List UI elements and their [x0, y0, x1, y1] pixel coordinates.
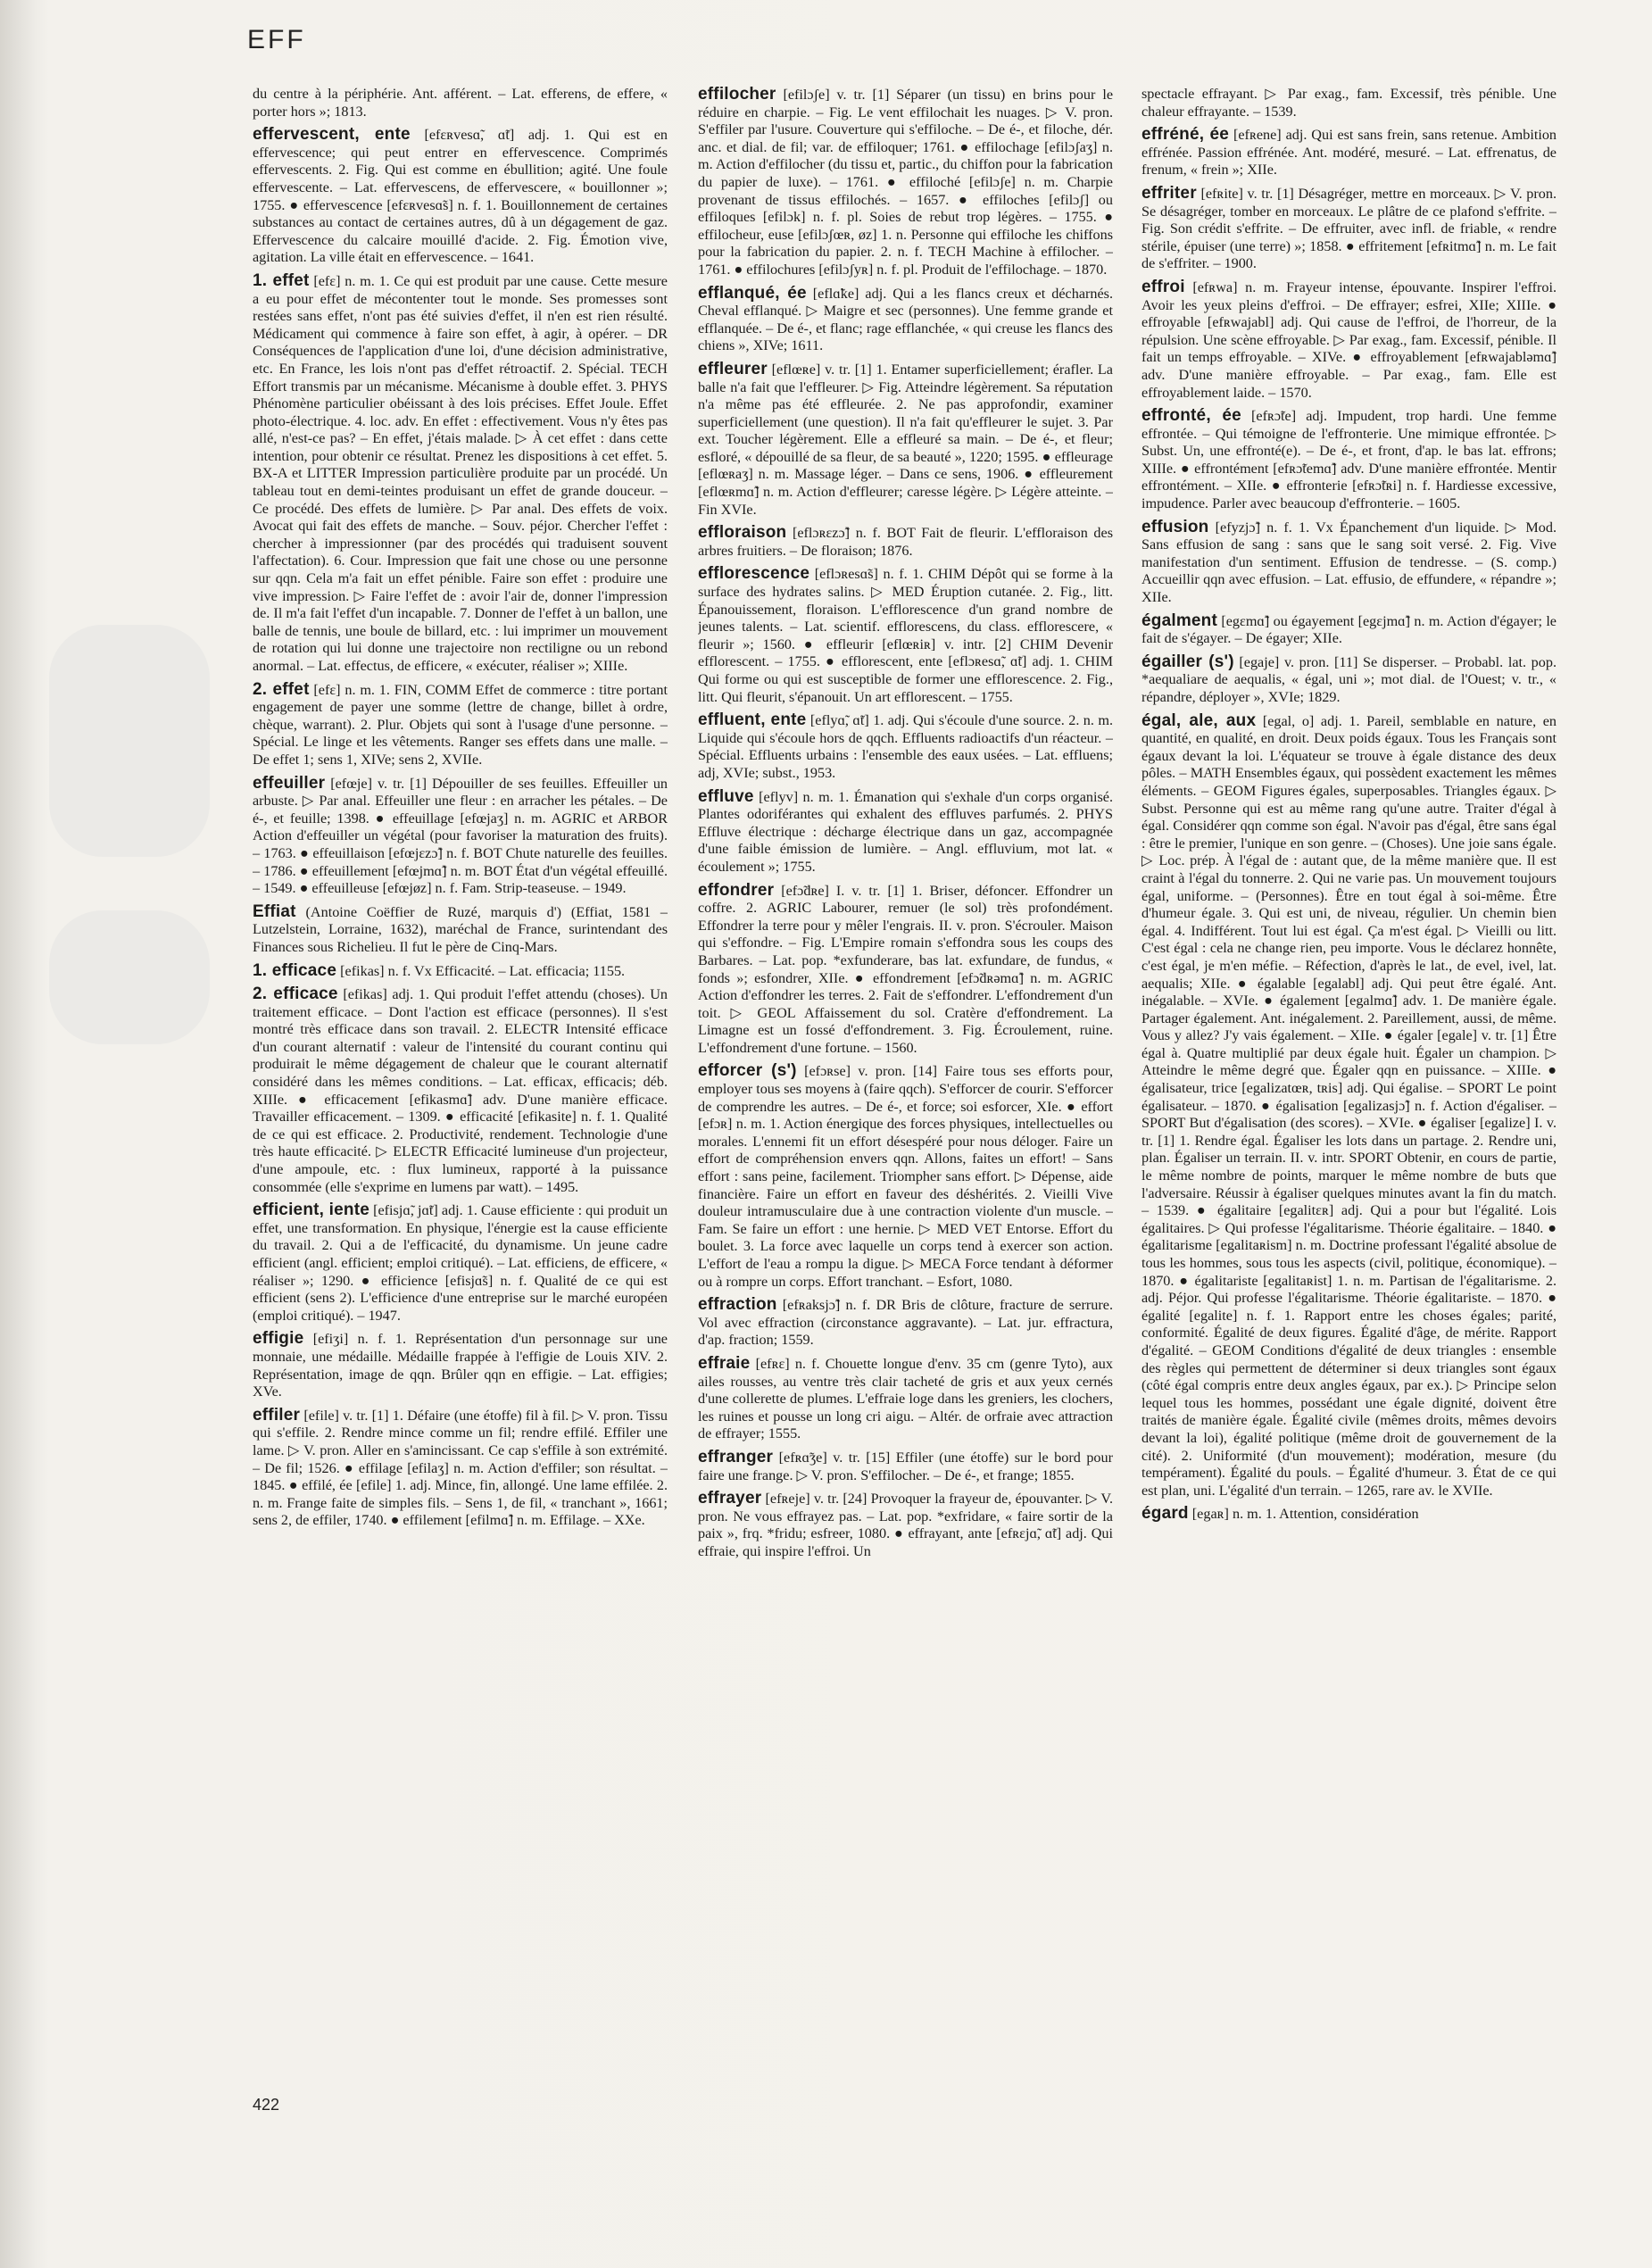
entry-headword: 1. efficace: [253, 960, 337, 980]
entry-definition: du centre à la périphérie. Ant. afférent. – Lat. efferens, de effere, « porter hors »; 1813.: [253, 86, 668, 120]
page-number: 422: [253, 2096, 280, 2114]
dictionary-entry: [253, 1201, 668, 1325]
entry-definition: [egal, o] adj. 1. Pareil, semblable en nature, en quantité, en qualité, en droit. Deux poids égaux. Tous les Français sont égaux devant la loi. L'équateur se trouve à égale distance des deux pôles. – MATH Ensembles égaux, qui possèdent exactement les mêmes éléments. – GEOM Figures égales, superposables. Triangles égaux. ▷ Subst. Personne qui est au même rang qu'une autre. Traiter d'égal à égal. Considérer qqn comme son égal. N'avoir pas d'égal, être sans égal : être le premier, l'unique en son genre. – (Choses). Une joie sans égale. ▷ Loc. prép. À l'égal de : autant que, de la même manière que. Il est craint à l'égal du tonnerre. 2. Qui ne varie pas. Un mouvement toujours égal, uniforme. – (Personnes). Être en tout égal à soi-même. Être d'humeur égale. 3. Qui est uni, de niveau, régulier. Un chemin bien égal. 4. Indifférent. Tout lui est égal. Ça m'est égal. ▷ Vieilli ou litt. C'est égal : cela ne change rien, peu importe. Vous le déclarez honnête, c'est égal, je m'en méfie. – Réfection, d'après le lat., de evel, ivel, lat. aequalis; XIIe. ● égalable [egalabl] adj. Qui peut être égalé. Ant. inégalable. – XVIe. ● également [egalmɑ̃] adv. 1. De manière égale. Partager également. Ant. inégalement. 2. Pareillement, aussi, de même. Vous y allez? J'y vais également. – XIIe. ● égaler [egale] v. tr. [1] Être égal à. Quatre multiplié par deux égale huit. Égaler un champion. ▷ Atteindre le même degré que. Égaler qqn en puissance. – XIIIe. ● égalisateur, trice [egalizatœʀ, tʀis] adj. Qui égalise. – SPORT Le point égalisateur. – 1870. ● égalisation [egalizasjɔ̃] n. f. Action d'égaliser. – SPORT But d'égalisation (des scores). – XVIe. ● égaliser [egalize] I. v. tr. [1] 1. Rendre égal. Égaliser les lots dans un partage. 2. Rendre uni, plan. Égaliser un terrain. II. v. intr. SPORT Obtenir, en cours de partie, le même nombre de points, marquer le même nombre de buts que l'adversaire. Réussir à égaliser quelques minutes avant la fin du match. – 1539. ● égalitaire [egalitɛʀ] adj. Qui a pour but l'égalité. Lois égalitaires. ▷ Qui professe l'égalitarisme. Théorie égalitaire. – 1840. ● égalitarisme [egalitaʀism] n. m. Doctrine professant l'égalité absolue de tous les hommes, sous tous les aspects (civil, politique, économique). – 1870. ● égalitariste [egalitaʀist] 1. n. m. Partisan de l'égalitarisme. 2. adj. Péjor. Qui professe l'égalitarisme. Théorie égalitariste. – 1870. ● égalité [egalite] n. f. 1. Rapport entre les choses égales; parité, conformité. Égalité de deux figures. Égalité d'âge, de mérite. Rapport d'égalité. – GEOM Conditions d'égalité de deux triangles : ensemble des règles qui permettent de déterminer si deux triangles sont égaux (côté égal compris entre deux angles égaux, par ex.). ▷ Principe selon lequel tous les hommes, possédant une égale dignité, doivent être traités de manière égale. Égalité civile (mêmes droits, mêmes devoirs devant la loi), égalité politique (même droit de gouvernement de la cité). 2. Uniformité (d'un mouvement); modération, mesure (du tempérament). Égalité du pouls. – Égalité d'humeur. 3. État de ce qui est plan, uni. L'égalité d'un terrain. – 1265, rare av. le XVIIe.: [1141, 712, 1557, 1499]
entry-definition: [efikas] n. f. Vx Efficacité. – Lat. efficacia; 1155.: [340, 962, 626, 979]
entry-definition: [efʀɔ̃te] adj. Impudent, trop hardi. Une femme effrontée. – Qui témoigne de l'effronterie. Une mimique effrontée. ▷ Subst. Un, une effronté(e). – De é-, et front, d'ap. le bas lat. effrons; XIIIe. ● effrontément [efʀɔ̃temɑ̃] adv. D'une manière effrontée. Mentir effrontément. – XIIe. ● effronterie [efʀɔ̃tʀi] n. f. Hardiesse excessive, impudence. Parler avec beaucoup d'effronterie. – 1605.: [1141, 408, 1557, 512]
column-right: [1141, 86, 1557, 2081]
entry-definition: [eflɔʀesɑ̃s] n. f. 1. CHIM Dépôt qui se forme à la surface des hydrates salins. ▷ MED Éruption cutanée. 2. Fig., litt. Épanouissement, floraison. L'efflorescence d'un grand nombre de jeunes talents. – Lat. scientif. efflorescens, du class. efflorescere, « fleurir »; 1560. ● effleurir [eflœʀiʀ] v. intr. [2] CHIM Devenir efflorescent. – 1755. ● efflorescent, ente [eflɔʀesɑ̃, ɑ̃t] adj. 1. CHIM Qui forme ou qui est susceptible de former une efflorescence. 2. Fig., litt. Qui fleurit, s'épanouit. Un art efflorescent. – 1755.: [698, 566, 1113, 705]
entry-headword: efflanqué, ée: [698, 283, 807, 303]
entry-headword: efforcer (s'): [698, 1061, 797, 1081]
entry-definition: [efɔ̃dʀe] I. v. tr. [1] 1. Briser, défoncer. Effondrer un coffre. 2. AGRIC Labourer, remuer (le sol) très profondément. Effondrer la terre pour y mêler l'engrais. II. v. pron. S'écrouler. Maison qui s'effondre. – Fig. L'Empire romain s'effondra sous les coups des Barbares. – Lat. pop. *exfunderare, bas lat. exfundare, de fundus, « fonds »; esfondrer, XIIe. ● effondrement [efɔ̃dʀəmɑ̃] n. m. AGRIC Action d'effondrer les terres. 2. Fait de s'effondrer. L'effondrement d'un toit. ▷ GEOL Affaissement du sol. Cratère d'effondrement. La Limagne est un fossé d'effondrement. 3. Fig. Écroulement, ruine. L'effondrement d'une fortune. – 1560.: [698, 882, 1113, 1056]
entry-headword: effigie: [253, 1329, 304, 1349]
entry-definition: [eflyɑ̃, ɑ̃t] 1. adj. Qui s'écoule d'une source. 2. n. m. Liquide qui s'écoule hors de qqch. Effluents radioactifs d'un réacteur. – Spécial. Effluents urbains : l'ensemble des eaux usées. – Lat. effluens; adj, XVIe; subst., 1953.: [698, 712, 1113, 781]
entry-definition: [egɛmɑ̃] ou égayement [egɛjmɑ̃] n. m. Action d'égayer; le fait de s'égayer. – De égayer; XIIe.: [1141, 612, 1557, 647]
entry-headword: égalment: [1141, 611, 1218, 630]
entry-headword: égailler (s'): [1141, 652, 1234, 671]
entry-headword: effroi: [1141, 277, 1185, 296]
dictionary-entry: [1141, 126, 1557, 179]
entry-definition: [efɔʀse] v. pron. [14] Faire tous ses efforts pour, employer tous ses moyens à (faire qqch). S'efforcer de courir. S'efforcer de comprendre les autres. – De é-, et force; soi esforcer, XIe. ● effort [efɔʀ] n. m. 1. Action énergique des forces physiques, intellectuelles ou morales. L'ennemi fit un effort désespéré pour nous déloger. Faire un effort de compréhension envers qqn. Allons, faites un effort! – Sans effort : sans peine, facilement. Triompher sans effort. ▷ Dépense, aide financière. Faire un effort en faveur des déshérités. 2. Vieilli Vive douleur intramusculaire due à une contraction violente d'un muscle. – Fam. Se faire un effort : une hernie. ▷ MED VET Entorse. Effort du boulet. 3. La force avec laquelle un corps tend à exercer son action. L'effort de l'eau a rompu la digue. ▷ MECA Force tendant à déformer ou à rompre un corps. Effort tranchant. – Esfort, 1080.: [698, 1063, 1113, 1290]
dictionary-entry: [1141, 278, 1557, 402]
entry-definition: [egaʀ] n. m. 1. Attention, considération: [1191, 1506, 1419, 1523]
entry-headword: effronté, ée: [1141, 406, 1241, 426]
entry-definition: [efʀwa] n. m. Frayeur intense, épouvante. Inspirer l'effroi. Avoir les yeux pleins d'effroi. – De effrayer; esfrei, XIIe; XIIIe. ● effroyable [efʀwajabl] adj. Qui cause de l'effroi, de l'horreur, de la répulsion. Une scène effroyable. ▷ Par exag., fam. Excessif, pénible. Il fait un temps effroyable. – XIVe. ● effroyablement [efʀwajabləmɑ̃] adv. D'une manière effroyable. – Par exag., fam. Elle est effroyablement laide. – 1570.: [1141, 278, 1557, 401]
entry-headword: effusion: [1141, 517, 1209, 536]
entry-headword: efficient, iente: [253, 1200, 369, 1220]
entry-headword: effloraison: [698, 523, 787, 543]
entry-definition: spectacle effrayant. ▷ Par exag., fam. Excessif, très pénible. Une chaleur effrayante. – 1539.: [1141, 86, 1557, 120]
entry-definition: [efiʒi] n. f. 1. Représentation d'un personnage sur une monnaie, une médaille. Médaille frappée à l'effigie de Louis XIV. 2. Représentation, image de qqn. Brûler qqn en effigie. – Lat. effigies; XVe.: [253, 1331, 668, 1400]
entry-headword: effluent, ente: [698, 710, 807, 730]
show-through-mark: [49, 910, 210, 1044]
dictionary-entry: [698, 361, 1113, 519]
entry-definition: (Antoine Coëffier de Ruzé, marquis d') (Effiat, 1581 – Lutzelstein, Lorraine, 1632), maréchal de France, surintendant des Finances sous Richelieu. Il fut le père de Cinq-Mars.: [253, 903, 668, 955]
dictionary-entry: [253, 903, 668, 957]
page-edge-shadow: [0, 0, 49, 2268]
dictionary-entry: [1141, 1505, 1557, 1524]
dictionary-entry: [1141, 86, 1557, 120]
entry-definition: [efɛ] n. m. 1. Ce qui est produit par une cause. Cette mesure a eu pour effet de mécontenter tout le monde. Ses promesses sont restées sans effet, n'ont pas été suivies d'effet, il n'en est rien résulté. Médicament qui commence à faire son effet, à agir, à opérer. – DR Conséquences de l'application d'une loi, d'une décision administrative, etc. En France, les lois n'ont pas d'effet rétroactif. 2. Spécial. TECH Effort transmis par un mécanisme. Mécanisme à double effet. 3. PHYS Phénomène particulier obéissant à des lois précises. Effet Joule. Effet photo-électrique. 4. loc. adv. En effet : effectivement. Vous n'y êtes pas allé, n'est-ce pas? – En effet, j'étais malade. ▷ À cet effet : dans cette intention, pour obtenir ce résultat. Prenez les dispositions à cet effet. 5. BX-A et LITTER Impression particulière produite par un procédé. Un tableau tout en demi-teintes produisant un effet de grande douceur. – Ce procédé. Des effets de lumière. ▷ Par anal. Des effets de voix. Avocat qui fait des effets de manche. – Souv. péjor. Chercher l'effet : chercher à impressionner (par des procédés qui traduisent souvent l'affectation). 6. Cour. Impression que fait une chose ou une personne sur qqn. Cela m'a fait un effet pénible. Faire son effet : produire une vive impression. ▷ Faire l'effet de : avoir l'air de, donner l'impression de. Il m'a fait l'effet d'un incapable. 7. Donner de l'effet à un ballon, une balle de tennis, une boule de billard, etc. : lui imprimer un mouvement de rotation qui lui donne une trajectoire non rectiligne ou un rebond anormal. – Lat. effectus, de efficere, « exécuter, réaliser »; XIIIe.: [253, 272, 668, 674]
entry-headword: effluve: [698, 786, 754, 806]
entry-definition: [efʀene] adj. Qui est sans frein, sans retenue. Ambition effrénée. Passion effrénée. Ant. modéré, mesuré. – Lat. effrenatus, de frenum, « frein »; XIIe.: [1141, 127, 1557, 179]
show-through-mark: [49, 625, 210, 857]
dictionary-entry: [698, 1296, 1113, 1350]
entry-definition: [efʀeje] v. tr. [24] Provoquer la frayeur de, épouvanter. ▷ V. pron. Ne vous effrayez pas. – Lat. pop. *exfridare, « faire sortir de la paix », frq. *fridu; esfreer, 1080. ● effrayant, ante [efʀɛjɑ̃, ɑ̃t] adj. Qui effraie, qui inspire l'effroi. Un: [698, 1491, 1113, 1559]
dictionary-entry: [698, 1449, 1113, 1484]
dictionary-entry: [253, 775, 668, 898]
dictionary-entry: [253, 962, 668, 981]
dictionary-entry: [698, 1355, 1113, 1443]
entry-definition: [eflœʀe] v. tr. [1] 1. Entamer superficiellement; érafler. La balle n'a fait que l'effleurer. ▷ Fig. Atteindre légèrement. Sa réputation n'a même pas été effleurée. 2. Ne pas approfondir, examiner superficiellement (une question). Il n'a fait qu'effleurer le sujet. 3. Par ext. Toucher légèrement. Elle a effleuré sa main. – De é-, et fleur; esfloré, « dépouillé de sa fleur, de sa beauté », 1220; 1595. ● effleurage [eflœʀaʒ] n. m. Massage léger. – Dans ce sens, 1906. ● effleurement [eflœʀmɑ̃] n. m. Action d'effleurer; caresse légère. ▷ Légère atteinte. – Fin XVIe.: [698, 361, 1113, 518]
entry-headword: effervescent, ente: [253, 125, 411, 145]
entry-definition: [efʀite] v. tr. [1] Désagréger, mettre en morceaux. ▷ V. pron. Se désagréger, tomber en morceaux. Le plâtre de ce plafond s'effrite. – Fig. Son crédit s'effrite. – De effruiter, avec infl. de friable, « rendre stérile, épuiser (une terre) »; 1858. ● effritement [efʀitmɑ̃] n. m. Le fait de s'effriter. – 1900.: [1141, 185, 1557, 272]
dictionary-entry: [1141, 653, 1557, 707]
dictionary-entry: [253, 86, 668, 120]
dictionary-entry: [698, 1062, 1113, 1291]
dictionary-entry: [253, 272, 668, 676]
entry-headword: égard: [1141, 1504, 1189, 1524]
dictionary-entry: [1141, 519, 1557, 607]
dictionary-entry: [698, 86, 1113, 279]
entry-headword: effeuiller: [253, 773, 326, 793]
entry-headword: effrayer: [698, 1489, 762, 1508]
entry-definition: [eflɔʀɛzɔ̃] n. f. BOT Fait de fleurir. L'effloraison des arbres fruitiers. – De floraison; 1876.: [698, 525, 1113, 559]
dictionary-entry: [1141, 612, 1557, 648]
entry-definition: [egaje] v. pron. [11] Se disperser. – Probabl. lat. pop. *aequaliare de aequalis, « égal, uni »; mot dial. de l'Ouest; v. tr., « répandre, déployer », XVIe; 1829.: [1141, 653, 1557, 705]
entry-definition: [efʀɑ̃ʒe] v. tr. [15] Effiler (une étoffe) sur le bord pour faire une frange. ▷ V. pron. S'effilocher. – De é-, et frange; 1855.: [698, 1449, 1113, 1483]
dictionary-entry: [698, 882, 1113, 1058]
entry-headword: Effiat: [253, 901, 296, 921]
entry-headword: 1. effet: [253, 270, 310, 290]
entry-definition: [efɛʀvesɑ̃, ɑ̃t] adj. 1. Qui est en effervescence; qui peut entrer en effervescence. Comprimés effervescents. 2. Fig. Qui est comme en ébullition; agité. Une foule effervescente. – Lat. effervescens, de effervescere, « bouillonner »; 1755. ● effervescence [efɛʀvesɑ̃s] n. f. 1. Bouillonnement de certaines substances au contact de certaines autres, dû à un dégagement de gaz. Effervescence du calcaire mouillé d'acide. 2. Fig. Émotion vive, agitation. La ville était en effervescence. – 1641.: [253, 127, 668, 266]
dictionary-entry: [698, 524, 1113, 560]
entry-definition: [efisjɑ̃, jɑ̃t] adj. 1. Cause efficiente : qui produit un effet, une transformation. En physique, l'énergie est la cause efficiente du travail. 2. Qui a de l'efficacité, du dynamisme. Un jeune cadre efficient (angl. efficient; emploi critiqué). – Lat. efficiens, de efficere, « réaliser »; 1290. ● efficience [efisjɑ̃s] n. f. Qualité de ce qui est efficient (sens 2). L'efficience d'une entreprise sur le marché européen (emploi critiqué). – 1947.: [253, 1202, 668, 1324]
entry-headword: effranger: [698, 1447, 774, 1466]
entry-definition: [eflɑ̃ke] adj. Qui a les flancs creux et décharnés. Cheval efflanqué. ▷ Maigre et sec (personnes). Une femme grande et efflanquée. – De é-, et flanc; rage efflanchée, « qui creuse les flancs des chiens », XIVe; 1611.: [698, 285, 1113, 354]
entry-headword: effraction: [698, 1295, 777, 1315]
entry-headword: égal, ale, aux: [1141, 710, 1257, 730]
entry-headword: effraie: [698, 1353, 751, 1373]
entry-definition: [efɛ] n. m. 1. FIN, COMM Effet de commerce : titre portant engagement de payer une somme (lettre de change, billet à ordre, chèque, warrant). 2. Plur. Objets qui sont à l'usage d'une personne. – Spécial. Le linge et les vêtements. Ranger ses effets dans une malle. – De effet 1; sens 1, XIVe; sens 2, XVIIe.: [253, 681, 668, 768]
dictionary-entry: [698, 788, 1113, 876]
column-middle: [698, 86, 1113, 2081]
entry-definition: [efʀaksjɔ̃] n. f. DR Bris de clôture, fracture de serrure. Vol avec effraction (circonstance aggravante). – Lat. jur. effractura, d'ap. fraction; 1559.: [698, 1297, 1113, 1349]
dictionary-entry: [253, 1330, 668, 1400]
entry-headword: effiler: [253, 1405, 301, 1425]
entry-headword: 2. effet: [253, 679, 310, 699]
dictionary-entry: [698, 285, 1113, 355]
dictionary-entry: [698, 565, 1113, 706]
entry-definition: [efile] v. tr. [1] 1. Défaire (une étoffe) fil à fil. ▷ V. pron. Tissu qui s'effile. 2. Rendre mince comme un fil; rendre effilé. Effiler une lame. ▷ V. pron. Aller en s'amincissant. Ce cap s'effile à son extrémité. – De fil; 1526. ● effilage [efilaʒ] n. m. Action d'effiler; son résultat. – 1845. ● effilé, ée [efile] 1. adj. Mince, fin, allongé. Une lame effilée. 2. n. m. Frange faite de simples fils. – Sens 1, de fil, « tranchant », 1661; sens 2, de effiler, 1740. ● effilement [efilmɑ̃] n. m. Effilage. – XXe.: [253, 1407, 668, 1529]
entry-headword: effréné, ée: [1141, 125, 1230, 145]
dictionary-entry: [253, 1407, 668, 1530]
entry-headword: effondrer: [698, 880, 775, 900]
dictionary-entry: [698, 1490, 1113, 1560]
dictionary-entry: [253, 681, 668, 769]
entry-definition: [eflyv] n. m. 1. Émanation qui s'exhale d'un corps organisé. Plantes odoriférantes qui exhalent des effluves parfumés. 2. PHYS Effluve électrique : décharge électrique dans un gaz, accompagnée d'une faible émission de lumière. – Angl. effluvium, mot lat. « écoulement »; 1755.: [698, 788, 1113, 875]
entry-headword: effleurer: [698, 359, 768, 378]
dictionary-entry: [698, 711, 1113, 782]
entry-headword: effriter: [1141, 183, 1197, 203]
dictionary-entry: [1141, 712, 1557, 1500]
column-left: [253, 86, 668, 2081]
entry-definition: [efʀɛ] n. f. Chouette longue d'env. 35 cm (genre Tyto), aux ailes rousses, au ventre très clair tacheté de gris et aux yeux cernés d'une collerette de plumes. L'effraie loge dans les greniers, les clochers, les ruines et pousse un long cri aigu. – Altér. de orfraie avec attraction de effrayer; 1555.: [698, 1355, 1113, 1442]
running-head: EFF: [247, 25, 306, 54]
dictionary-entry: [253, 126, 668, 267]
entry-headword: 2. efficace: [253, 984, 338, 1004]
dictionary-entry: [253, 985, 668, 1196]
dictionary-entry: [1141, 407, 1557, 513]
entry-definition: [efyzjɔ̃] n. f. 1. Vx Épanchement d'un liquide. ▷ Mod. Sans effusion de sang : sans que le sang soit versé. 2. Fig. Vive manifestation d'un sentiment. Effusion de tendresse. – (S. comp.) Accueillir qqn avec effusion. – Lat. effusio, de effundere, « répandre »; XIIe.: [1141, 519, 1557, 606]
dictionary-entry: [1141, 185, 1557, 273]
entry-headword: efflorescence: [698, 564, 810, 584]
entry-headword: effilocher: [698, 86, 776, 104]
entry-definition: [efilɔʃe] v. tr. [1] Séparer (un tissu) en brins pour le réduire en charpie. – Fig. Le vent effilochait les nuages. ▷ V. pron. S'effiler par l'usure. Couverture qui s'effiloche. – De é-, et filoche, dér. anc. et dial. de fil; var. de effiloquer; 1761. ● effilochage [efilɔʃaʒ] n. m. Action d'effilocher (du tissu et, partic., du chiffon pour la fabrication du papier de luxe). – 1761. ● effiloché [efilɔʃe] n. m. Charpie provenant de tissus effilochés. – 1657. ● effiloches [efilɔʃ] ou effiloques [efilɔk] n. f. pl. Soies de rebut trop légères. – 1755. ● effilocheur, euse [efilɔʃœʀ, øz] 1. n. Personne qui effiloche les chiffons pour la fabrication du papier. 2. n. f. TECH Machine à effilocher. – 1761. ● effilochures [efilɔʃyʀ] n. f. pl. Produit de l'effilochage. – 1870.: [698, 87, 1113, 278]
entry-definition: [efœje] v. tr. [1] Dépouiller de ses feuilles. Effeuiller un arbuste. ▷ Par anal. Effeuiller une fleur : en arracher les pétales. – De é-, et feuille; 1398. ● effeuillage [efœjaʒ] n. m. AGRIC et ARBOR Action d'effeuiller un végétal (pour favoriser la maturation des fruits). – 1763. ● effeuillaison [efœjɛzɔ̃] n. f. BOT Chute naturelle des feuilles. – 1786. ● effeuillement [efœjmɑ̃] n. m. BOT État d'un végétal effeuillé. – 1549. ● effeuilleuse [efœjøz] n. f. Fam. Strip-teaseuse. – 1949.: [253, 775, 668, 897]
entry-definition: [efikas] adj. 1. Qui produit l'effet attendu (choses). Un traitement efficace. – Dont l'action est efficace (personnes). Il s'est montré très efficace dans son travail. 2. ELECTR Intensité efficace d'un courant alternatif : valeur de l'intensité du courant continu qui produirait le même dégagement de chaleur que le courant alternatif considéré dans les mêmes conditions. – Lat. efficax, efficacis; déb. XIIIe. ● efficacement [efikasmɑ̃] adv. D'une manière efficace. Travailler efficacement. – 1309. ● efficacité [efikasite] n. f. 1. Qualité de ce qui est efficace. 2. Productivité, rendement. Technologie d'une très haute efficacité. ▷ ELECTR Efficacité lumineuse d'un projecteur, d'une ampoule, etc. : flux lumineux, rapporté à la puissance consommée (elle s'exprime en lumens par watt). – 1495.: [253, 986, 668, 1195]
